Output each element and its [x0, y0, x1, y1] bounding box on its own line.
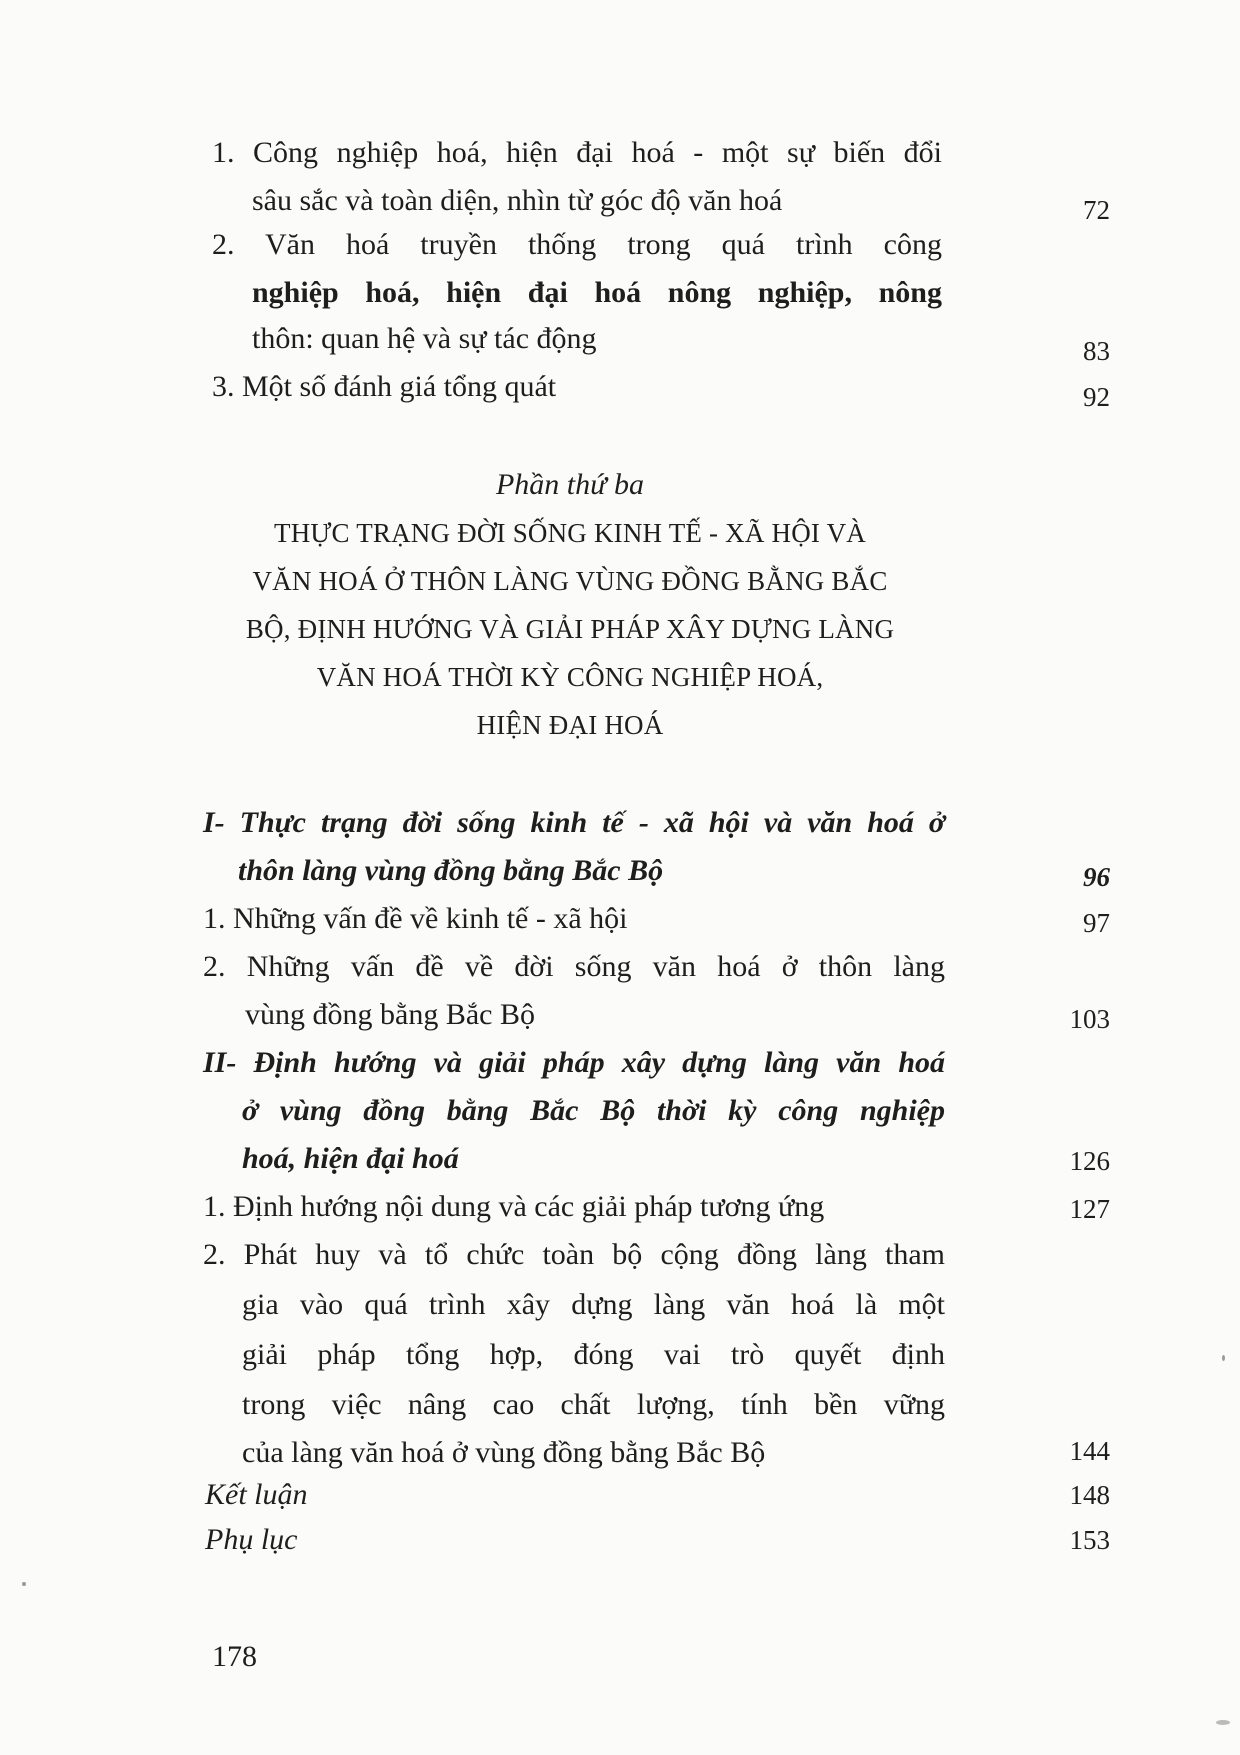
toc-entry-line: thôn: quan hệ và sự tác động: [252, 322, 597, 355]
toc-entry-line: ở vùng đồng bằng Bắc Bộ thời kỳ công nghiệp: [242, 1094, 945, 1127]
toc-entry-line: sâu sắc và toàn diện, nhìn từ góc độ văn hoá: [252, 184, 783, 217]
toc-entry-line: II- Định hướng và giải pháp xây dựng làng văn hoá: [203, 1046, 945, 1079]
scan-speck: [1222, 1355, 1225, 1361]
toc-entry-line: nghiệp hoá, hiện đại hoá nông nghiệp, nông: [252, 276, 942, 309]
toc-page-number: 126: [1069, 1146, 1110, 1176]
page-number: 178: [212, 1640, 257, 1673]
toc-entry-line: của làng văn hoá ở vùng đồng bằng Bắc Bộ: [242, 1436, 766, 1469]
toc-entry-line: 2. Phát huy và tổ chức toàn bộ cộng đồng làng tham: [203, 1238, 945, 1271]
toc-page-number: 83: [1083, 336, 1110, 366]
toc-entry-line: 3. Một số đánh giá tổng quát: [212, 370, 557, 403]
toc-page-number: 127: [1069, 1194, 1110, 1224]
toc-page-number: 92: [1083, 382, 1110, 412]
toc-page-number: 103: [1069, 1004, 1110, 1034]
part-label: Phần thứ ba: [495, 468, 645, 501]
toc-entry-line: 1. Những vấn đề về kinh tế - xã hội: [203, 902, 628, 935]
toc-entry-line: 2. Những vấn đề về đời sống văn hoá ở thôn làng: [203, 950, 945, 983]
toc-entry-line: 1. Định hướng nội dung và các giải pháp tương ứng: [203, 1190, 825, 1223]
toc-entry-line: thôn làng vùng đồng bằng Bắc Bộ: [238, 854, 664, 887]
toc-page-number: 153: [1069, 1525, 1110, 1555]
scan-speck: [1216, 1720, 1230, 1725]
toc-entry-line: giải pháp tổng hợp, đóng vai trò quyết định: [242, 1338, 945, 1371]
part-title-line: BỘ, ĐỊNH HƯỚNG VÀ GIẢI PHÁP XÂY DỰNG LÀNG: [245, 614, 895, 644]
toc-page-number: 72: [1083, 195, 1110, 225]
part-title-line: VĂN HOÁ THỜI KỲ CÔNG NGHIỆP HOÁ,: [316, 662, 824, 692]
toc-page-number: 144: [1069, 1436, 1110, 1466]
toc-entry-line: 1. Công nghiệp hoá, hiện đại hoá - một sự biến đổi: [212, 136, 942, 169]
toc-page-number: 148: [1069, 1480, 1110, 1510]
part-title-line: VĂN HOÁ Ở THÔN LÀNG VÙNG ĐỒNG BẰNG BẮC: [252, 566, 888, 596]
toc-entry-line: Phụ lục: [205, 1523, 298, 1556]
toc-entry-line: I- Thực trạng đời sống kinh tế - xã hội và văn hoá ở: [203, 806, 945, 839]
part-title-line: THỰC TRẠNG ĐỜI SỐNG KINH TẾ - XÃ HỘI VÀ: [274, 518, 866, 548]
part-title-line: HIỆN ĐẠI HOÁ: [476, 710, 664, 740]
toc-entry-line: Kết luận: [205, 1478, 308, 1511]
scan-speck: [22, 1582, 26, 1586]
toc-entry-line: vùng đồng bằng Bắc Bộ: [245, 998, 535, 1031]
toc-page-number: 97: [1083, 908, 1110, 938]
toc-entry-line: trong việc nâng cao chất lượng, tính bền vững: [242, 1388, 945, 1421]
toc-entry-line: gia vào quá trình xây dựng làng văn hoá là một: [242, 1288, 945, 1321]
toc-entry-line: hoá, hiện đại hoá: [242, 1142, 459, 1175]
toc-entry-line: 2. Văn hoá truyền thống trong quá trình công: [212, 228, 942, 261]
toc-page-number: 96: [1083, 862, 1110, 892]
